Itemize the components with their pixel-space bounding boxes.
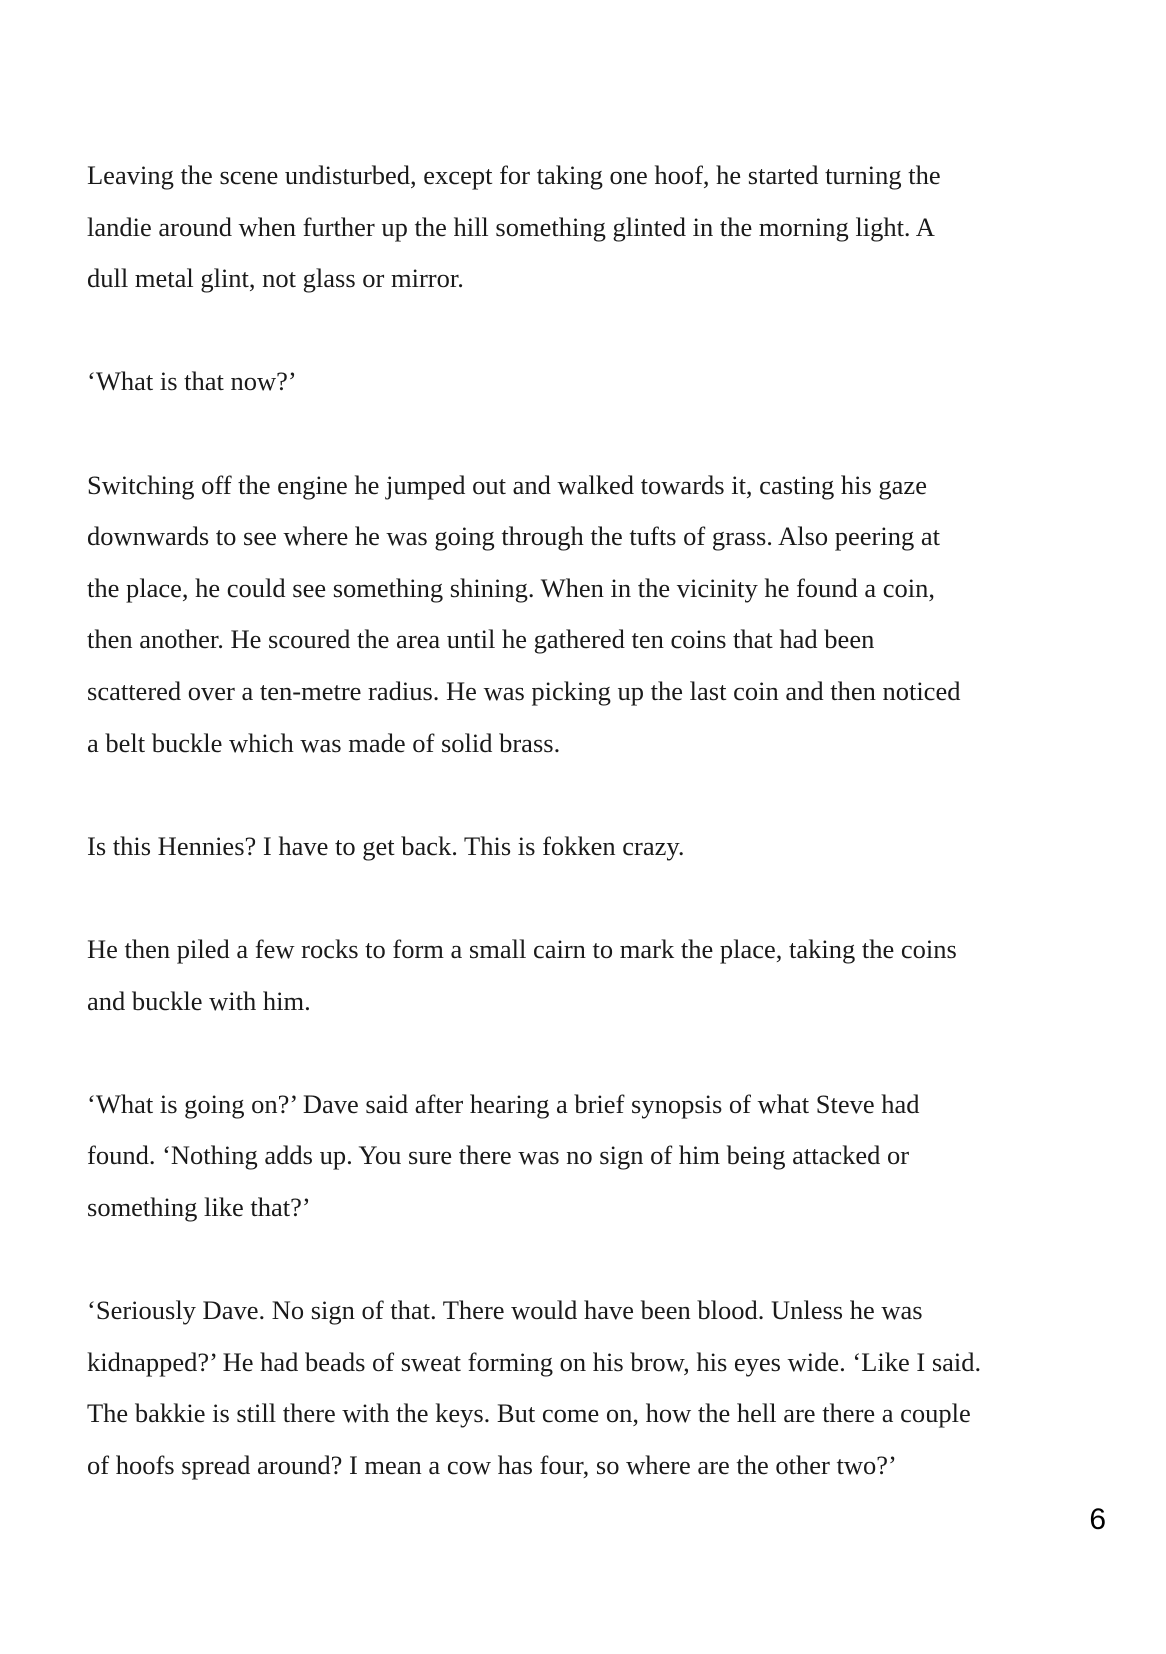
paragraph-1: Leaving the scene undisturbed, except for taking one hoof, he started turning the landie around when further up the hill something glinted in the morning light. A dull metal glint, not glass or mirror. (87, 160, 941, 294)
page-number: 6 (1089, 1503, 1106, 1536)
paragraph-2: ‘What is that now?’ (87, 366, 297, 397)
paragraph-6: ‘What is going on?’ Dave said after hearing a brief synopsis of what Steve had found. ‘Nothing adds up. You sure there was no sign of him being attacked or something like that?’ (87, 1088, 920, 1222)
paragraph-5: He then piled a few rocks to form a small cairn to mark the place, taking the coins and buckle with him. (87, 933, 957, 1016)
paragraph-7: ‘Seriously Dave. No sign of that. There would have been blood. Unless he was kidnapped?’ He had beads of sweat forming on his brow, his eyes wide. ‘Like I said. The bakkie is still there with the keys. But come on, how the hell are there a couple of hoofs spread around? I mean a cow has four, so where are the other two?’ (87, 1295, 982, 1480)
paragraph-3: Switching off the engine he jumped out and walked towards it, casting his gaze downwards to see where he was going through the tufts of grass. Also peering at the place, he could see something shining. When in the vicinity he found a coin, then another. He scoured the area until he gathered ten coins that had been scattered over a ten-metre radius. He was picking up the last coin and then noticed a belt buckle which was made of solid brass. (87, 469, 961, 758)
body-text (87, 150, 1097, 1491)
paragraph-4: Is this Hennies? I have to get back. This is fokken crazy. (87, 830, 685, 861)
